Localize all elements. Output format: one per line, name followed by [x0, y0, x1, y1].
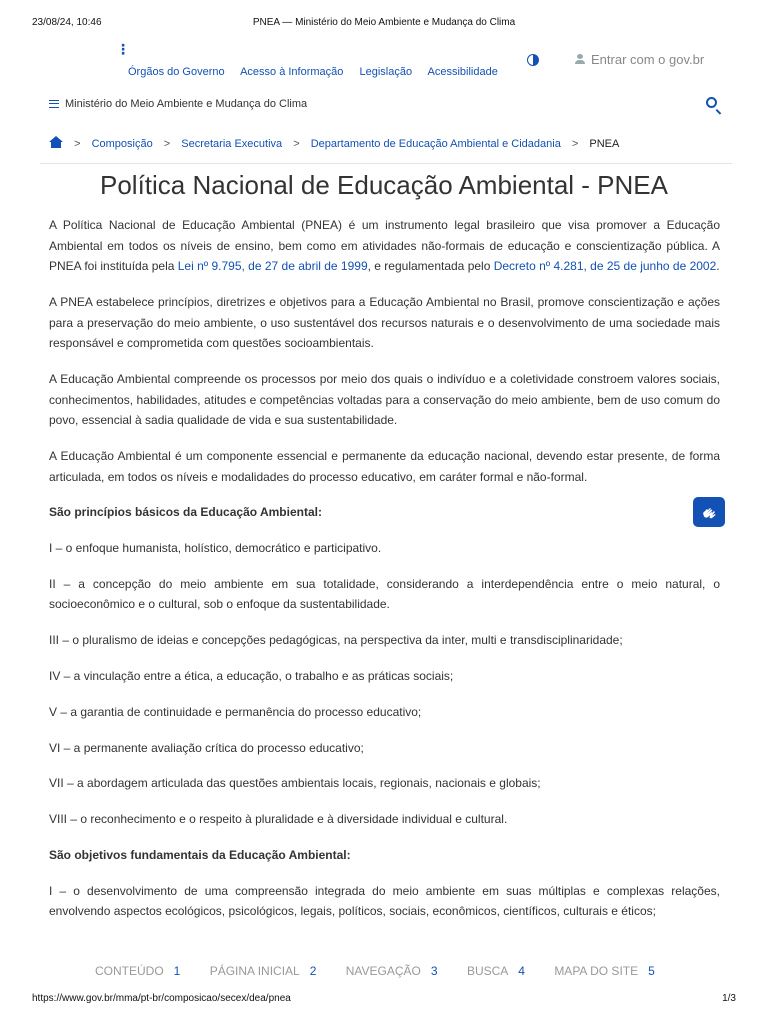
principle-item: II – a concepção do meio ambiente em sua totalidade, considerando a interdependência entre o meio natural, o socioeconômico e o cultural, sob o enfoque da sustentabilidade.	[49, 576, 720, 612]
header-links	[128, 66, 511, 78]
principle-item: VIII – o reconhecimento e o respeito à pluralidade e à diversidade individual e cultural.	[49, 812, 508, 827]
skip-link-label: BUSCA	[466, 964, 509, 978]
paragraph-text: .	[716, 259, 720, 274]
skip-link-label: MAPA DO SITE	[554, 964, 639, 978]
skip-link-label: CONTEÚDO	[95, 964, 164, 978]
more-options-icon[interactable]: ⋮	[116, 41, 130, 57]
print-page-number: 1/3	[722, 993, 736, 1004]
vlibras-widget-button[interactable]	[693, 497, 725, 527]
principle-item: I – o enfoque humanista, holístico, democrático e participativo.	[49, 541, 382, 556]
skip-link-key: 3	[430, 964, 438, 978]
skip-link-pagina-inicial[interactable]	[210, 964, 317, 978]
skip-link-key: 1	[173, 964, 181, 978]
print-page-title: PNEA — Ministério do Meio Ambiente e Mudança do Clima	[252, 17, 516, 28]
skip-link-key: 4	[518, 964, 525, 978]
link-lei-9795[interactable]: Lei nº 9.795, de 27 de abril de 1999	[177, 259, 368, 274]
paragraph-2: A PNEA estabelece princípios, diretrizes e objetivos para a Educação Ambiental no Brasil, promove conscientização e ações para a preservação do meio ambiente, o uso sustentável dos recursos naturais e o desenvolvimento de uma sociedade mais responsável e comprometida com questões socioambientais.	[49, 294, 720, 351]
principles-heading: São princípios básicos da Educação Ambiental:	[49, 505, 322, 520]
breadcrumb-item-composicao[interactable]: Composição	[91, 138, 153, 150]
skip-link-busca[interactable]	[467, 964, 525, 978]
objectives-heading: São objetivos fundamentais da Educação Ambiental:	[49, 847, 351, 862]
login-label: Entrar com o	[591, 52, 666, 67]
breadcrumb-item-departamento[interactable]: Departamento de Educação Ambiental e Cidadania	[310, 138, 561, 150]
main-navbar	[49, 98, 721, 114]
breadcrumb-current: PNEA	[589, 138, 620, 150]
menu-icon[interactable]	[49, 100, 59, 108]
paragraph-text: , e regulamentada pelo	[367, 259, 494, 274]
user-icon	[575, 54, 585, 64]
login-brand: gov.br	[669, 52, 705, 67]
link-orgaos-governo[interactable]: Órgãos do Governo	[128, 66, 225, 78]
page-title: Política Nacional de Educação Ambiental - PNEA	[100, 170, 668, 200]
site-name[interactable]: Ministério do Meio Ambiente e Mudança do Clima	[65, 98, 308, 110]
skip-link-mapa-do-site[interactable]	[554, 964, 654, 978]
breadcrumb-separator: >	[293, 138, 300, 150]
principle-item: VII – a abordagem articulada das questões ambientais locais, regionais, nacionais e globais;	[49, 776, 541, 791]
sign-language-icon	[701, 504, 717, 520]
skip-link-key: 2	[309, 964, 317, 978]
paragraph-text: A Política Nacional de Educação Ambiental (PNEA) é um instrumento legal brasileiro que visa promover a Educação Ambiental em todos os níveis de ensino, bem como em atividades não-formais de educação e conscientização pública. A PNEA foi instituída pela	[49, 218, 720, 274]
breadcrumb-separator: >	[74, 138, 81, 150]
principle-item: IV – a vinculação entre a ética, a educação, o trabalho e as práticas sociais;	[49, 669, 454, 683]
search-icon[interactable]	[706, 97, 717, 108]
print-header	[32, 17, 736, 31]
skip-link-key: 5	[648, 964, 655, 978]
breadcrumb-separator: >	[163, 138, 171, 150]
paragraph-4: A Educação Ambiental é um componente essencial e permanente da educação nacional, devendo estar presente, de forma articulada, em todos os níveis e modalidades do processo educativo, em caráter formal e não-formal.	[49, 448, 720, 484]
divider	[40, 163, 732, 164]
breadcrumb-item-secretaria-executiva[interactable]: Secretaria Executiva	[181, 138, 283, 150]
paragraph-intro	[49, 215, 720, 277]
principle-item: VI – a permanente avaliação crítica do processo educativo;	[49, 740, 364, 755]
breadcrumb	[49, 136, 619, 150]
principle-item: V – a garantia de continuidade e permanência do processo educativo;	[49, 704, 422, 719]
skip-link-navegacao[interactable]	[346, 964, 438, 978]
paragraph-3: A Educação Ambiental compreende os processos por meio dos quais o indivíduo e a coletividade constroem valores sociais, conhecimentos, habilidades, atitudes e competências voltadas para a conservação do meio ambiente, bem de uso comum do povo, essencial à sadia qualidade de vida e sua sustentabilidade.	[49, 371, 720, 428]
breadcrumb-separator: >	[571, 138, 579, 150]
link-acesso-informacao[interactable]: Acesso à Informação	[240, 66, 344, 78]
print-url: https://www.gov.br/mma/pt-br/composicao/secex/dea/pnea	[32, 993, 291, 1004]
print-datetime: 23/08/24, 10:46	[32, 17, 102, 28]
skip-link-label: PÁGINA INICIAL	[209, 964, 300, 978]
skip-link-label: NAVEGAÇÃO	[345, 964, 421, 978]
home-icon[interactable]	[49, 136, 63, 148]
link-acessibilidade[interactable]: Acessibilidade	[427, 66, 498, 78]
login-button[interactable]	[575, 52, 704, 67]
contrast-icon[interactable]	[527, 54, 539, 66]
article-content	[49, 215, 720, 937]
link-legislacao[interactable]: Legislação	[359, 66, 413, 78]
objective-item: I – o desenvolvimento de uma compreensão integrada do meio ambiente em suas múltiplas e complexas relações, envolvendo aspectos ecológicos, psicológicos, legais, políticos, sociais, econômicos, científicos, culturais e éticos;	[49, 883, 720, 919]
print-footer	[32, 993, 736, 1005]
skip-link-conteudo[interactable]	[95, 964, 180, 978]
link-decreto-4281[interactable]: Decreto nº 4.281, de 25 de junho de 2002	[493, 259, 717, 274]
skip-links	[95, 964, 681, 978]
principle-item: III – o pluralismo de ideias e concepções pedagógicas, na perspectiva da inter, multi e transdisciplinaridade;	[49, 633, 623, 648]
